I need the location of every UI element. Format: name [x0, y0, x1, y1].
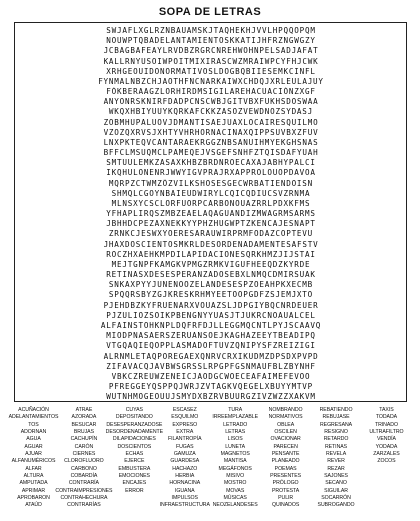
word-list-item: CONTRARÍA	[68, 480, 99, 487]
grid-row: NOUWPTQBADELANTAMIENTOSKKATIJHFRZNGWGZY	[106, 36, 316, 46]
grid-row: MEJTGNPFKAMGKVPMGZRMKVIGUFHEEQDZKYRDE	[111, 259, 311, 269]
word-list-item: CONTRARÍAS	[67, 502, 101, 509]
word-list-item: IMPULSOS	[171, 495, 198, 502]
word-list-item: ATAÚD	[25, 502, 42, 509]
word-list-item: IGUANA	[174, 487, 195, 494]
word-list-item: REVER	[327, 458, 345, 465]
word-list-item: BRUJAS	[73, 429, 94, 436]
word-list-item: FILANTROPÍA	[168, 436, 202, 443]
word-list-item: NEOZELANDESES	[212, 502, 258, 509]
word-list-item: MÚSICAS	[223, 495, 247, 502]
word-list-item: DESORDENADAMENTE	[105, 429, 164, 436]
word-list-item: EJERCE	[124, 458, 145, 465]
word-list-item: CLOROFLUORO	[64, 458, 104, 465]
word-list-item: ATRAE	[75, 407, 93, 413]
word-list-item: PRÓLOGO	[272, 480, 299, 487]
grid-row: FYNMALNBZCHJAOTHFNCNARKAIWXCHDQJXRLEULAJUY	[98, 76, 324, 86]
word-list-item: OVACIONAR	[270, 436, 301, 443]
word-list-item: ALTURA	[23, 473, 44, 480]
word-list-item: MAGNETOS	[220, 451, 250, 458]
grid-row: ZRNKCJESWXYOERESARAUWIRPRMFODAZCOPTEVU	[108, 229, 314, 239]
grid-row: JCBAGBAFEAYLRVDBZRGRCNREHWOHNPELSADJAFAT	[103, 46, 319, 56]
grid-row: ANYONRSKNIRFDADPCNSCWBJGITVBXFUKHSDOSWAA	[103, 97, 319, 107]
grid-row: XRHGEOUIDONORMATIVOSLDOGBQBIIESEMKCINFL	[106, 66, 316, 76]
word-list-item: TAXIS	[379, 407, 394, 413]
grid-row: WKQXHBIYUUYKQRKAFCKKZASOZVEWDNOZSYDASJ	[108, 107, 314, 117]
word-list-item: LETRADO	[223, 421, 248, 428]
word-list-item: EMBUSTERA	[118, 465, 151, 472]
word-list-item: LETRAS	[225, 429, 246, 436]
word-list-item: PENSANTE	[271, 451, 300, 458]
word-list-item: NOMBRANDO	[268, 407, 303, 413]
word-list-item: ECHAS	[125, 451, 144, 458]
grid-row: SMTUULEMKZASAXKHBZBRDNROECAXAJABHYPALCI	[106, 158, 316, 168]
word-list-column	[105, 407, 164, 510]
puzzle-title: SOPA DE LETRAS	[158, 6, 262, 18]
word-list-item: NORMATIVOS	[268, 414, 303, 421]
word-list-item: REBATIENDO	[319, 407, 353, 413]
word-list-item: LISOS	[227, 436, 243, 443]
word-list-item: POEMAS	[274, 465, 297, 472]
grid-row: PFREGGEYQSPPQJWRJZVTAGKVQEGELXBUYYMTVP	[108, 382, 314, 392]
word-list-item: HERBIA	[175, 473, 195, 480]
grid-row: KALLRNYUSOIWPOITMIXIRASCWZMRAIWPCYFHJCWK	[103, 56, 319, 66]
grid-row: SWJAFLXGLRZNBAUAMSKJTAQHEKHJVVLHPQQOPQM	[106, 26, 316, 35]
grid-row: JHAXDOSCIENTOSMKRLDESORDENADAMENTESAFSTV	[103, 239, 319, 249]
word-list-item: DEPOSITANDO	[115, 414, 153, 421]
word-list-item: VENDÍA	[376, 436, 396, 443]
letter-grid-rows	[18, 26, 404, 402]
word-list-item: ALFANUMÉRICOS	[11, 458, 56, 465]
grid-row: FÓKBERAAGZLORHIRDMSIGILAREHACUACIÓNZXGF	[106, 87, 316, 97]
word-list-item: REVELA	[325, 451, 347, 458]
word-list-item: CACHUPÍN	[70, 436, 98, 443]
grid-row: ZIFAVACQJAVBWSGRSSLRPGPFGSNMAUFBLZBYNHF	[106, 361, 316, 371]
word-list-item: ESCASEZ	[172, 407, 197, 413]
grid-row: ZOBMHUPALUOVJDMANTISAEJUAXLOCAIRESQUILMO	[103, 117, 319, 127]
word-list-item: BESUCAR	[71, 421, 97, 428]
word-list-item: HORNACINA	[169, 480, 201, 487]
word-list-item: AGUA	[26, 436, 41, 443]
word-list-item: PULIR	[278, 495, 294, 502]
word-list-item: APROBARON	[17, 495, 50, 502]
grid-row: IKQHULONENRJWWYIGVPRAJRXAPPROLOUOPDAVOA	[106, 168, 316, 178]
word-list-item: ESQUILMO	[171, 414, 199, 421]
word-list-column	[55, 407, 113, 510]
grid-row: ALRNMLETAQPOREGAEXQNRVCRXIKUDMZDPSDXPVPD	[103, 351, 319, 361]
word-list-item: REZAR	[327, 465, 345, 472]
grid-row: VZOZQXRVSJXHTYVHRHORNACINAXQIPPSUVBXZFUV	[103, 127, 319, 137]
letter-grid	[14, 22, 407, 402]
word-list-item: APRIMAR	[21, 487, 46, 494]
word-list-item: RESIGNO	[324, 429, 348, 436]
word-list-item: GAMUZA	[173, 451, 196, 458]
word-list-item: ACUÑACIÓN	[18, 407, 49, 413]
word-list-item: MANTISA	[223, 458, 247, 465]
word-list-item: SUBROGANDO	[317, 502, 355, 509]
grid-row: MIODPNASAERSZERUANSOEJKAGHAZEEYTBEADIPQ	[106, 331, 316, 341]
word-list-item: REBUJASE	[322, 414, 350, 421]
word-list-item: DOSCIENTOS	[117, 443, 152, 450]
word-list-item: TRINADO	[374, 421, 398, 428]
word-list-item: DILAPIDACIONES	[112, 436, 156, 443]
word-list-item: AJUAR	[25, 451, 42, 458]
word-list-item: MOSTRO	[223, 480, 247, 487]
word-list-item: CIERNES	[72, 451, 96, 458]
grid-row: JBHHDCPEZAXNEKKYYPHZHUGWPTZKENCAJESNAPT	[106, 219, 316, 229]
word-list-item: GUARDESA	[170, 458, 200, 465]
word-list-item: MISIVO	[226, 473, 245, 480]
word-list-item: ALFAR	[25, 465, 42, 472]
word-list-item: CARBONO	[70, 465, 97, 472]
word-list-item: PARECEN	[273, 443, 298, 450]
word-list-item: OBLEA	[277, 421, 295, 428]
word-list-item: DESESPERANZADOSE	[106, 421, 163, 428]
grid-row: VTGQAQIEQOPPLASMADOFTUVZQNIPYSFZREIZIGI	[106, 341, 316, 351]
word-list-item: SIGUILAR	[324, 487, 348, 494]
grid-row: SNKAXPYYJUNENOOZELANDESESPZOEAHPKXECMB	[108, 280, 314, 290]
word-list-item: PLANEADO	[271, 458, 300, 465]
grid-row: BFFCLMSUQMCLPAMEQEJVSGEFSNHFZTQISDAFYUAH	[103, 148, 319, 158]
word-list-column	[214, 407, 257, 510]
word-list-item: RETARDO	[323, 436, 349, 443]
word-list-item: ULTRAFILTRO	[369, 429, 404, 436]
word-list-column	[315, 407, 358, 510]
grid-row: MLNSXYCSCLORFUORPCARBONOUAZRRLPDXKFMS	[111, 198, 311, 208]
word-list-item: CONTRAHECHURA	[60, 495, 108, 502]
word-list-item: RETINAS	[324, 443, 348, 450]
word-list-column	[264, 407, 307, 510]
word-list-item: ADORNAN	[20, 429, 47, 436]
grid-row: YFHAPLIRQSZMBZEAELAQAGUANDIZMWAGRMSARMS	[106, 209, 316, 219]
word-list-item: LUNETA	[225, 443, 246, 450]
word-list-item: YODADA	[375, 443, 398, 450]
grid-row: PJEHDBZKYFRUENARXVOUAZSLJDPGIYBQCNRDEUER	[103, 300, 319, 310]
word-list-item: ADELANTAMIENTOS	[8, 414, 59, 421]
word-list-item: AMPUTADA	[19, 480, 48, 487]
grid-row: SHMQLCGOYNBAIEUDWIRYLCQICQDIUCSVZRNMA	[111, 188, 311, 198]
word-list-column	[8, 407, 59, 510]
word-list-item: MOVAS	[226, 487, 245, 494]
word-list-item: INFRAESTRUCTURA	[159, 502, 210, 509]
word-list-item: SOCARRÓN	[321, 495, 351, 502]
word-list-item: QUINADOS	[271, 502, 300, 509]
word-list-item: ZARZALES	[373, 451, 400, 458]
grid-row: RETINASXDESESPERANZADOSEBXLNMQCDMIRSUAK	[106, 270, 316, 280]
word-list-item: TOS	[28, 421, 39, 428]
word-list-item: HACHAZO	[172, 465, 198, 472]
word-list-item: EMOCIONES	[118, 473, 150, 480]
word-list-item: TURA	[228, 407, 243, 413]
word-list-item: TODADA	[375, 414, 398, 421]
word-list-item: COBARDÍA	[70, 473, 98, 480]
grid-row: LNXPKTEQVCANTARAEKRGGZNBSANUIHMYEKGHSNAS	[103, 137, 319, 147]
word-list-item: EXTRA	[176, 429, 194, 436]
grid-row: ALFAINSTOHKNPLDQFRFDJLLEGGMQCNTLPYJSCAAVQ	[100, 320, 322, 330]
word-list-item: CARÓN	[74, 443, 94, 450]
word-list-item: FUGAS	[175, 443, 194, 450]
word-list-item: AGUAR	[24, 443, 43, 450]
grid-row: MQRPZCTWMZÖZVILKSHOSESGECWRBATIENDOISN	[108, 178, 314, 188]
grid-row: ROCZHXAEHKMPDILAPIDACIONESQRKHMZJIJSTAI	[106, 249, 316, 259]
word-list-item: CUYAS	[125, 407, 143, 413]
grid-row: VBKCZREUWZENEICJAODGCWOECEAFAIMEFEVOO	[111, 371, 311, 381]
word-list-item: EXPRESO	[172, 421, 198, 428]
word-list-column	[365, 407, 408, 510]
word-list-item: MEGÁFONOS	[218, 465, 252, 472]
word-list-item: REGRESANA	[319, 421, 353, 428]
word-list-item: OSCILEN	[274, 429, 297, 436]
word-list-item: PROTESTA	[272, 487, 300, 494]
grid-row: SPQQRSBYZGJKRESKRHMYEETOOPGDFZSJEMJXTO	[108, 290, 314, 300]
word-list-item: SECANO	[325, 480, 347, 487]
word-list-item: PRESENTES	[270, 473, 302, 480]
word-list-item: ERROR	[125, 487, 144, 494]
grid-row: WUTNHMOGEOUUJSMYDXBZRVBUURGZIVZWZZXAKVM	[106, 392, 316, 402]
word-list-item: CONTRAIMPRESIONES	[55, 487, 113, 494]
grid-row: PJZULIOZSOIKPBENGNYYUASJTJUKRCNOAUALCEL	[106, 310, 316, 320]
word-list-item: AZORADA	[71, 414, 97, 421]
word-list-column	[159, 407, 210, 510]
word-list-item: ZOCOS	[377, 458, 396, 465]
word-list-item: IRREEMPLAZABLE	[212, 414, 259, 421]
word-list	[8, 407, 408, 510]
word-list-item: ENCAJES	[122, 480, 147, 487]
word-list-item: SAJONES	[324, 473, 348, 480]
